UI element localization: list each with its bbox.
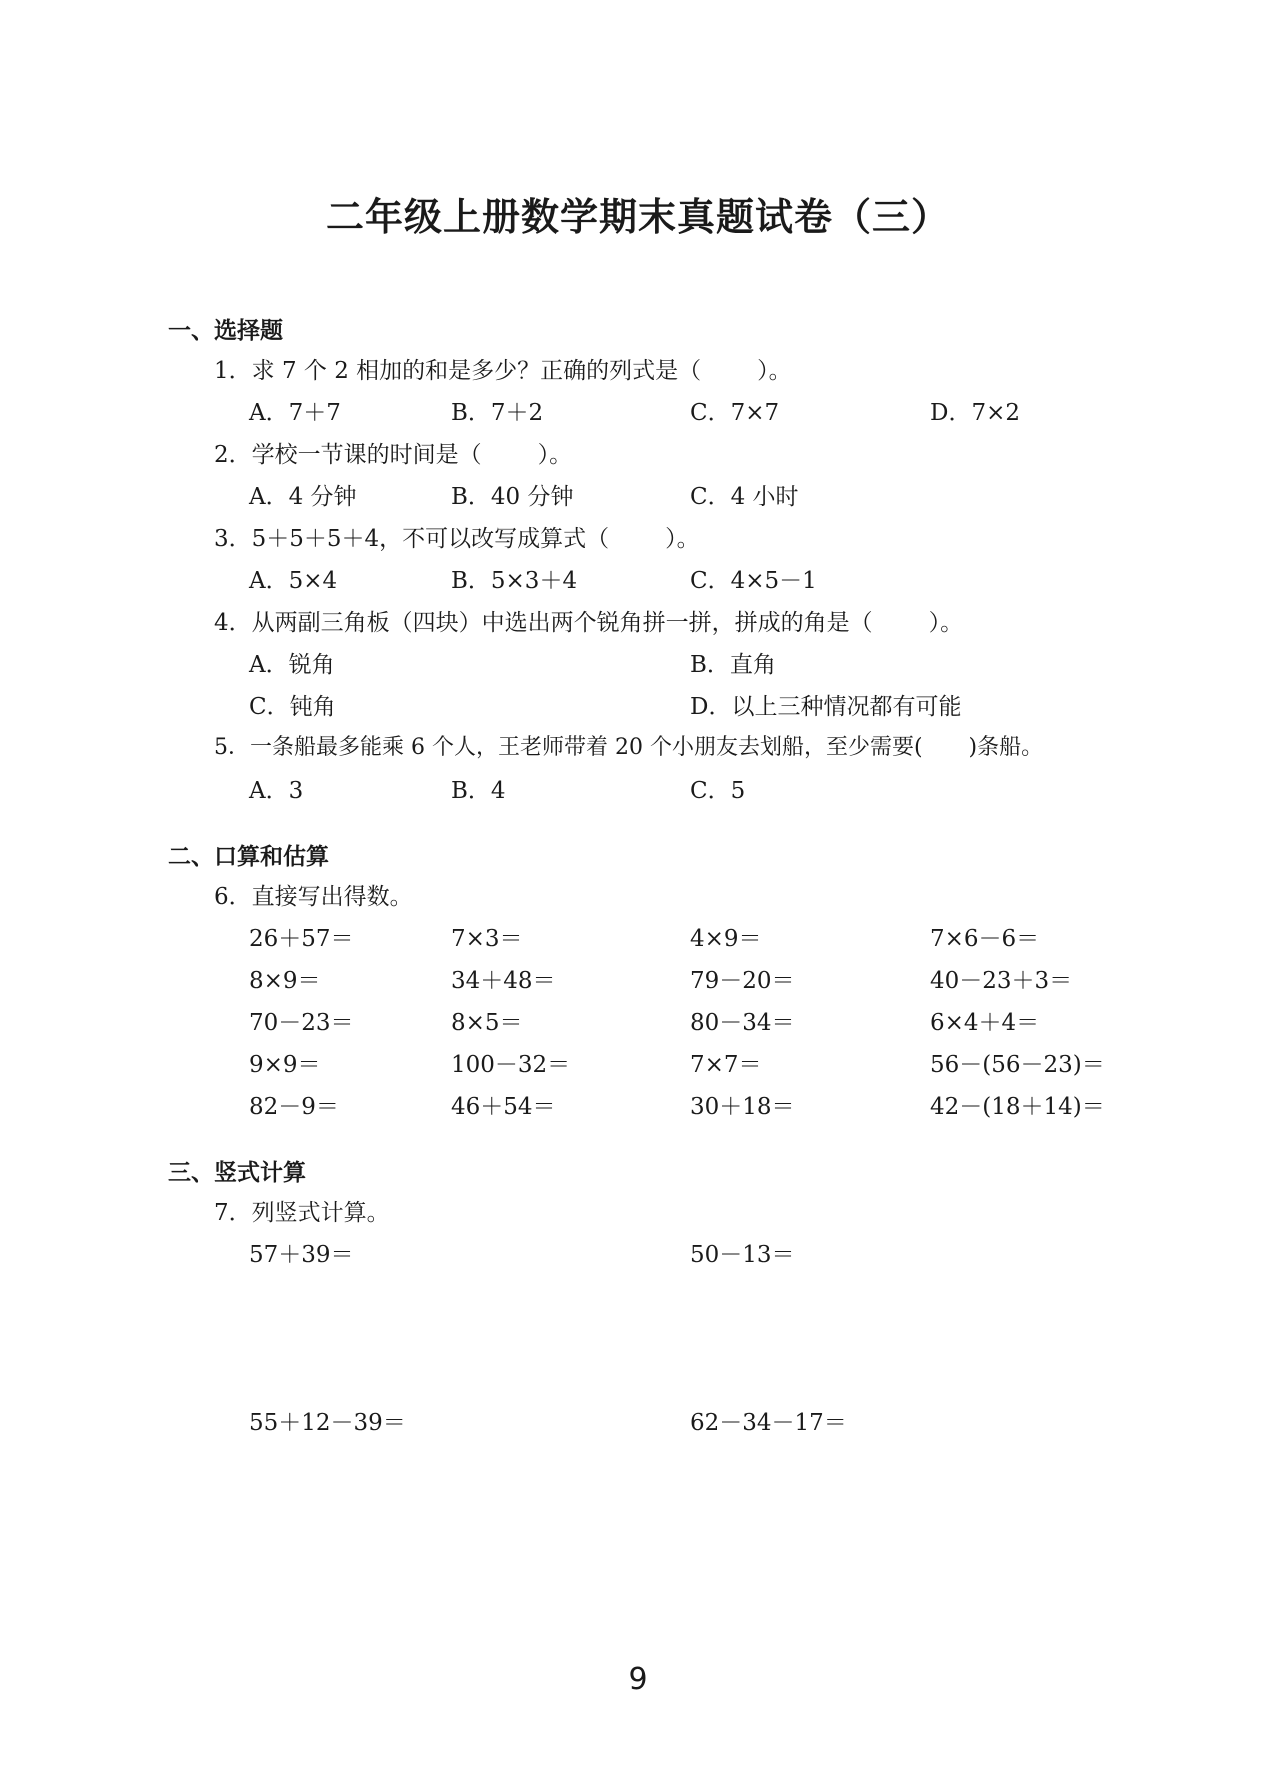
question-7: 7．列竖式计算。 <box>214 1200 390 1226</box>
question-2-text: 2．学校一节课的时间是（ <box>214 442 482 468</box>
question-5 <box>214 730 1043 761</box>
calc-item: 42－(18＋14)＝ <box>930 1094 1105 1120</box>
calc-item: 7×3＝ <box>451 926 523 952</box>
question-6: 6．直接写出得数。 <box>214 884 413 910</box>
calc-item: 8×9＝ <box>249 968 321 994</box>
calc-item: 30＋18＝ <box>690 1094 795 1120</box>
calc-item: 56－(56－23)＝ <box>930 1052 1105 1078</box>
q3-option-a: A．5×4 <box>249 568 338 594</box>
vertical-calc-item: 50－13＝ <box>690 1242 795 1268</box>
section-heading-choice: 一、选择题 <box>168 318 283 344</box>
q4-option-b: B．直角 <box>690 652 776 678</box>
q5-option-a: A．3 <box>249 778 304 804</box>
calc-item: 26＋57＝ <box>249 926 354 952</box>
calc-item: 9×9＝ <box>249 1052 321 1078</box>
question-5-tail: )条船。 <box>968 735 1044 760</box>
vertical-calc-item: 57＋39＝ <box>249 1242 354 1268</box>
q2-option-c: C．4 小时 <box>690 484 799 510</box>
q1-option-c: C．7×7 <box>690 400 780 426</box>
vertical-calc-item: 55＋12－39＝ <box>249 1410 406 1436</box>
calc-item: 7×6－6＝ <box>930 926 1040 952</box>
q5-option-b: B．4 <box>451 778 506 804</box>
question-3-tail: ）。 <box>665 526 700 552</box>
question-4-text: 4．从两副三角板（四块）中选出两个锐角拼一拼，拼成的角是（ <box>214 610 873 636</box>
section-heading-mental-math: 二、口算和估算 <box>168 844 329 870</box>
question-1-tail: ）。 <box>757 358 792 384</box>
page-title: 二年级上册数学期末真题试卷（三） <box>325 195 950 239</box>
question-3-text: 3．5＋5＋5＋4，不可以改写成算式（ <box>214 526 610 552</box>
calc-item: 7×7＝ <box>690 1052 762 1078</box>
calc-item: 46＋54＝ <box>451 1094 556 1120</box>
calc-item: 70－23＝ <box>249 1010 354 1036</box>
vertical-calc-item: 62－34－17＝ <box>690 1410 847 1436</box>
q4-option-d: D．以上三种情况都有可能 <box>690 694 962 720</box>
calc-item: 34＋48＝ <box>451 968 556 994</box>
question-1-text: 1．求 7 个 2 相加的和是多少？正确的列式是（ <box>214 358 702 384</box>
q1-option-b: B．7＋2 <box>451 400 544 426</box>
question-1 <box>214 352 792 385</box>
q3-option-c: C．4×5－1 <box>690 568 817 594</box>
page-number: 9 <box>628 1662 648 1697</box>
question-2 <box>214 436 572 469</box>
q4-option-a: A．锐角 <box>249 652 335 678</box>
q5-option-c: C．5 <box>690 778 746 804</box>
q1-option-d: D．7×2 <box>930 400 1020 426</box>
calc-item: 6×4＋4＝ <box>930 1010 1040 1036</box>
q4-option-c: C．钝角 <box>249 694 336 720</box>
section-heading-vertical-calc: 三、竖式计算 <box>168 1160 306 1186</box>
calc-item: 4×9＝ <box>690 926 762 952</box>
question-4 <box>214 604 963 637</box>
question-4-tail: ）。 <box>928 610 964 636</box>
calc-item: 79－20＝ <box>690 968 795 994</box>
calc-item: 40－23＋3＝ <box>930 968 1073 994</box>
question-2-tail: ）。 <box>537 442 573 468</box>
q2-option-b: B．40 分钟 <box>451 484 574 510</box>
calc-item: 100－32＝ <box>451 1052 571 1078</box>
q3-option-b: B．5×3＋4 <box>451 568 578 594</box>
question-3 <box>214 520 700 553</box>
calc-item: 80－34＝ <box>690 1010 795 1036</box>
q2-option-a: A．4 分钟 <box>249 484 357 510</box>
q1-option-a: A．7＋7 <box>249 400 341 426</box>
calc-item: 8×5＝ <box>451 1010 523 1036</box>
calc-item: 82－9＝ <box>249 1094 339 1120</box>
question-5-text: 5．一条船最多能乘 6 个人，王老师带着 20 个小朋友去划船，至少需要( <box>214 735 923 760</box>
